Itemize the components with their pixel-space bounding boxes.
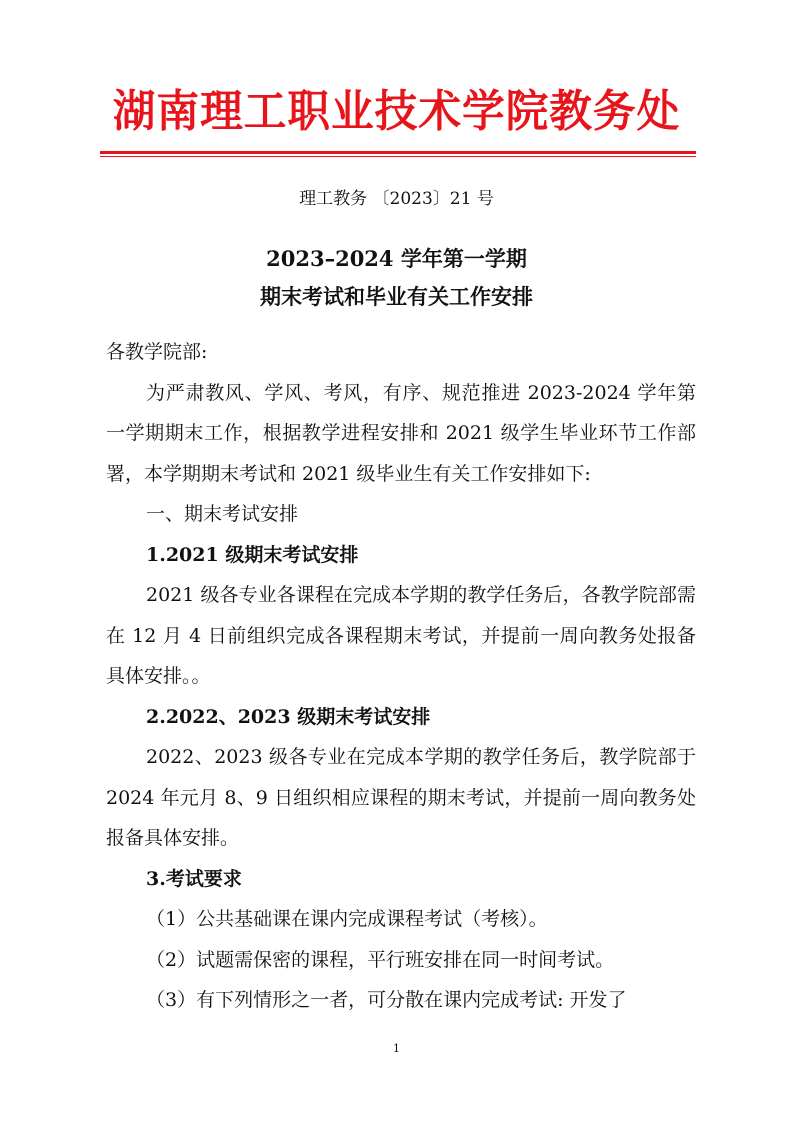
section-heading-1: 一、期末考试安排 <box>146 503 299 525</box>
paragraph-2021-exams: 2021 级各专业各课程在完成本学期的教学任务后，各教学院部需在 12 月 4 日前组织完成各课程期末考试，并提前一周向教务处报备具体安排。。 <box>106 584 696 687</box>
requirement-item-2: （2）试题需保密的课程，平行班安排在同一时间考试。 <box>146 948 615 971</box>
document-title-line-1: 2023–2024 学年第一学期 <box>266 246 527 271</box>
salutation: 各教学院部: <box>106 341 208 363</box>
document-title-line-2: 期末考试和毕业有关工作安排 <box>260 284 533 309</box>
requirement-item-3: （3）有下列情形之一者，可分散在课内完成考试: 开发了 <box>146 989 627 1011</box>
header-red-rule-thick <box>100 151 696 154</box>
requirement-item-1: （1）公共基础课在课内完成课程考试（考核）。 <box>146 908 548 930</box>
document-body <box>106 332 696 1021</box>
subheading-2021-exams: 1.2021 级期末考试安排 <box>146 543 359 566</box>
header-red-rule-thin <box>100 156 696 157</box>
issuer-header-title: 湖南理工职业技术学院教务处 <box>112 86 681 137</box>
intro-paragraph: 为严肃教风、学风、考风，有序、规范推进 2023-2024 学年第一学期期末工作，根据教学进程安排和 2021 级学生毕业环节工作部署，本学期期末考试和 2021 级毕业生有关工作安排如下: <box>106 381 696 485</box>
document-number: 理工教务 〔2023〕21 号 <box>299 189 494 209</box>
subheading-2022-2023-exams: 2.2022、2023 级期末考试安排 <box>146 705 431 728</box>
paragraph-2022-2023-exams: 2022、2023 级各专业在完成本学期的教学任务后，教学院部于 2024 年元月 8、9 日组织相应课程的期末考试，并提前一周向教务处报备具体安排。 <box>106 746 696 849</box>
subheading-exam-requirements: 3.考试要求 <box>146 867 242 890</box>
page-number: 1 <box>393 1042 400 1055</box>
